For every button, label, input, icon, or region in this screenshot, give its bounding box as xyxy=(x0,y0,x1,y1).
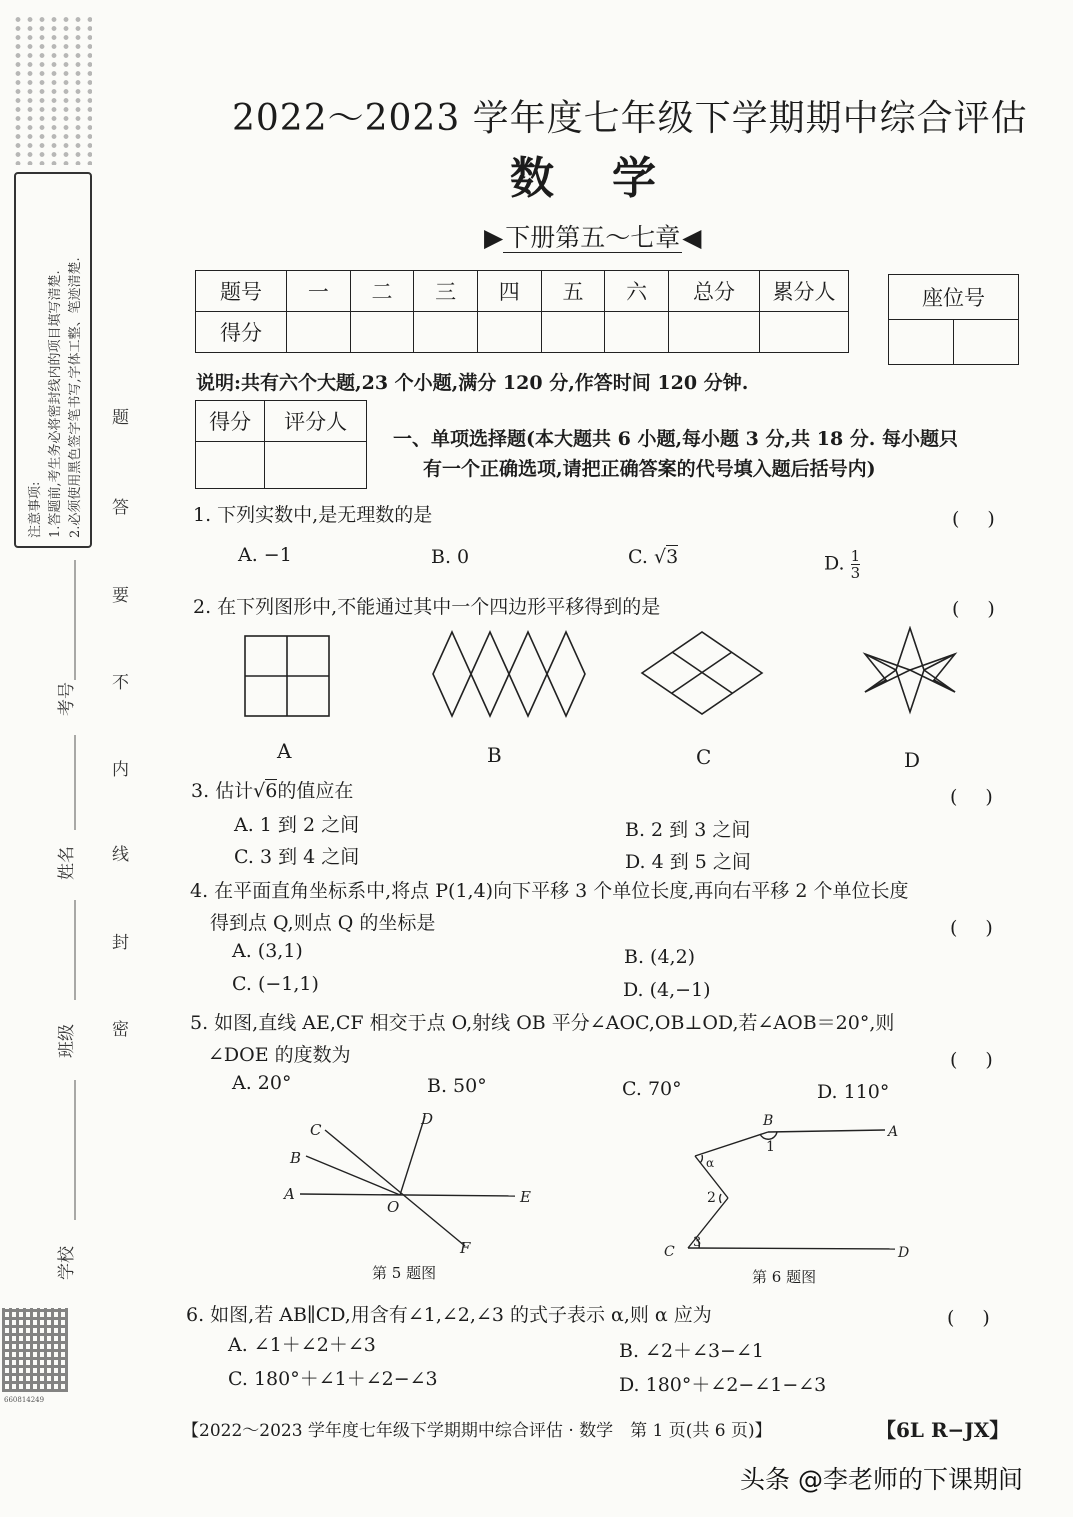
score-cell[interactable] xyxy=(350,312,414,353)
fig6-label-b: B xyxy=(763,1113,774,1129)
q4-option-b: B. (4,2) xyxy=(624,946,696,968)
seal-word-6: 线 xyxy=(108,845,128,864)
q1-option-a: A. −1 xyxy=(238,544,292,566)
score-table-header: 五 xyxy=(541,271,605,312)
field-class: 班级 xyxy=(57,1024,77,1058)
instructions: 说明:共有六个大题,23 个小题,满分 120 分,作答时间 120 分钟. xyxy=(196,372,749,394)
qr-code xyxy=(2,1308,68,1392)
q6-option-d: D. 180°＋∠2−∠1−∠3 xyxy=(619,1374,827,1396)
seal-word-8: 密 xyxy=(108,1020,128,1039)
seal-word-4: 不 xyxy=(108,673,128,692)
q2-figures xyxy=(240,626,1020,726)
score-cell[interactable] xyxy=(605,312,669,353)
score-table-header: 一 xyxy=(287,271,351,312)
fig6-label-a: A xyxy=(888,1124,899,1140)
q3-stem: 3. 估计√6的值应在 xyxy=(191,780,354,802)
q2-label-d: D xyxy=(904,748,921,772)
q6-option-c: C. 180°＋∠1＋∠2−∠3 xyxy=(228,1368,438,1390)
figure-5 xyxy=(270,1108,560,1258)
q3-option-d: D. 4 到 5 之间 xyxy=(625,851,751,873)
score-table-header: 累分人 xyxy=(760,271,849,312)
q3-option-a: A. 1 到 2 之间 xyxy=(234,814,360,836)
score-table-header: 四 xyxy=(477,271,541,312)
q1-option-b: B. 0 xyxy=(431,546,470,568)
fig5-label-e: E xyxy=(520,1188,531,1206)
score-cell[interactable] xyxy=(414,312,478,353)
q5-stem-2: ∠DOE 的度数为 xyxy=(208,1044,351,1066)
figure-6 xyxy=(660,1106,920,1266)
q3-answer-paren[interactable]: () xyxy=(950,786,1021,808)
q1-option-d: D. $\frac{1}{3}$ xyxy=(824,547,861,582)
figure-d-star xyxy=(865,628,955,712)
fig5-label-d: D xyxy=(421,1110,434,1128)
q4-option-c: C. (−1,1) xyxy=(232,973,319,995)
figure-c-rhombus-grid xyxy=(642,632,762,714)
grader-cell[interactable] xyxy=(265,442,367,489)
seat-cell[interactable] xyxy=(954,320,1019,365)
q6-answer-paren[interactable]: () xyxy=(947,1307,1018,1329)
fig6-angle-3: 3 xyxy=(693,1235,702,1250)
q4-stem-2: 得到点 Q,则点 Q 的坐标是 xyxy=(210,912,436,934)
q5-answer-paren[interactable]: () xyxy=(950,1049,1021,1071)
score-row-label: 得分 xyxy=(196,312,287,353)
q4-option-d: D. (4,−1) xyxy=(623,979,711,1001)
q2-answer-paren[interactable]: () xyxy=(952,598,1023,620)
fig5-label-c: C xyxy=(310,1121,322,1139)
q6-stem: 6. 如图,若 AB∥CD,用含有∠1,∠2,∠3 的式子表示 α,则 α 应为 xyxy=(186,1304,712,1326)
fig5-label-b: B xyxy=(290,1149,302,1167)
exam-title: 2022～2023 学年度七年级下学期期中综合评估 xyxy=(232,98,1028,139)
figure-5-caption: 第 5 题图 xyxy=(372,1264,437,1282)
q3-option-c: C. 3 到 4 之间 xyxy=(234,846,360,868)
q5-option-c: C. 70° xyxy=(622,1078,682,1100)
q5-option-b: B. 50° xyxy=(427,1075,487,1097)
fig6-angle-1: 1 xyxy=(766,1139,775,1155)
qr-code-id: 660814249 xyxy=(4,1396,45,1404)
score-cell[interactable] xyxy=(669,312,760,353)
q5-option-d: D. 110° xyxy=(817,1081,890,1103)
q1-answer-paren[interactable]: () xyxy=(952,508,1023,530)
grader-table xyxy=(195,400,367,489)
triangle-left-icon: ◀ xyxy=(682,223,702,252)
q4-stem-1: 4. 在平面直角坐标系中,将点 P(1,4)向下平移 3 个单位长度,再向右平移 2 个单位长度 xyxy=(190,880,909,902)
score-cell[interactable] xyxy=(477,312,541,353)
q4-answer-paren[interactable]: () xyxy=(950,917,1021,939)
q2-label-c: C xyxy=(696,745,712,769)
q6-option-a: A. ∠1＋∠2＋∠3 xyxy=(228,1334,376,1356)
field-underlines xyxy=(60,560,100,1260)
score-table xyxy=(195,270,849,353)
seat-number-table xyxy=(888,274,1019,365)
watermark: 头条 @李老师的下课期间 xyxy=(740,1465,1023,1494)
score-cell[interactable] xyxy=(287,312,351,353)
q5-stem-1: 5. 如图,直线 AE,CF 相交于点 O,射线 OB 平分∠AOC,OB⊥OD,若∠AOB＝20°,则 xyxy=(190,1012,895,1034)
seal-word-1: 题 xyxy=(108,408,128,427)
notice-title: 注意事项: xyxy=(28,481,43,538)
q2-label-a: A xyxy=(277,739,292,763)
triangle-right-icon: ▶ xyxy=(484,223,504,252)
fig6-label-d: D xyxy=(898,1245,910,1261)
subject-title: 数学 xyxy=(510,153,714,204)
grader-score-label: 得分 xyxy=(196,401,265,442)
q6-option-b: B. ∠2＋∠3−∠1 xyxy=(619,1340,764,1362)
fig6-angle-alpha: α xyxy=(706,1156,715,1170)
paper-code: 【6L R−JX】 xyxy=(876,1418,1010,1442)
section1-title-2: 有一个正确选项,请把正确答案的代号填入题后括号内) xyxy=(423,458,876,480)
fig5-label-o: O xyxy=(387,1198,400,1216)
score-cell[interactable] xyxy=(541,312,605,353)
seal-word-2: 答 xyxy=(108,498,128,517)
figure-b-rhombus-row xyxy=(433,632,585,716)
q5-option-a: A. 20° xyxy=(232,1072,292,1094)
seal-word-5: 内 xyxy=(108,760,128,779)
score-table-header: 三 xyxy=(414,271,478,312)
score-table-header: 总分 xyxy=(669,271,760,312)
seal-word-7: 封 xyxy=(108,933,128,952)
figure-a-grid xyxy=(245,636,329,716)
fig6-angle-2: 2 xyxy=(707,1190,716,1206)
chapter-range: ▶下册第五～七章◀ xyxy=(484,223,702,252)
seat-number-label: 座位号 xyxy=(889,275,1019,320)
fig6-label-c: C xyxy=(664,1244,675,1260)
q1-option-c: C. √3 xyxy=(628,546,679,568)
q3-option-b: B. 2 到 3 之间 xyxy=(625,819,751,841)
page-footer: 【2022～2023 学年度七年级下学期期中综合评估 · 数学 第 1 页(共 6 页)】 xyxy=(182,1421,772,1441)
seal-word-3: 要 xyxy=(108,586,128,605)
seat-cell[interactable] xyxy=(889,320,954,365)
score-table-header: 二 xyxy=(350,271,414,312)
q4-option-a: A. (3,1) xyxy=(232,940,303,962)
figure-6-caption: 第 6 题图 xyxy=(752,1268,817,1286)
grader-cell[interactable] xyxy=(196,442,265,489)
field-school: 学校 xyxy=(57,1246,77,1280)
score-table-header: 六 xyxy=(605,271,669,312)
q1-stem: 1. 下列实数中,是无理数的是 xyxy=(193,504,433,526)
fig5-label-f: F xyxy=(460,1239,471,1257)
notice-item-1: 1.答题前,考生务必将密封线内的项目填写清楚. xyxy=(48,270,63,538)
binding-holes xyxy=(12,15,92,165)
score-cell[interactable] xyxy=(760,312,849,353)
q2-stem: 2. 在下列图形中,不能通过其中一个四边形平移得到的是 xyxy=(193,596,661,618)
q2-label-b: B xyxy=(487,743,502,767)
fig5-label-a: A xyxy=(284,1185,295,1203)
section1-title-1: 一、单项选择题(本大题共 6 小题,每小题 3 分,共 18 分. 每小题只 xyxy=(393,428,959,450)
notice-item-2: 2.必须使用黑色签字笔书写,字体工整、笔迹清楚. xyxy=(68,257,83,538)
field-exam-number: 考号 xyxy=(57,682,77,716)
field-name: 姓名 xyxy=(57,846,77,880)
grader-name-label: 评分人 xyxy=(265,401,367,442)
score-table-header: 题号 xyxy=(196,271,287,312)
